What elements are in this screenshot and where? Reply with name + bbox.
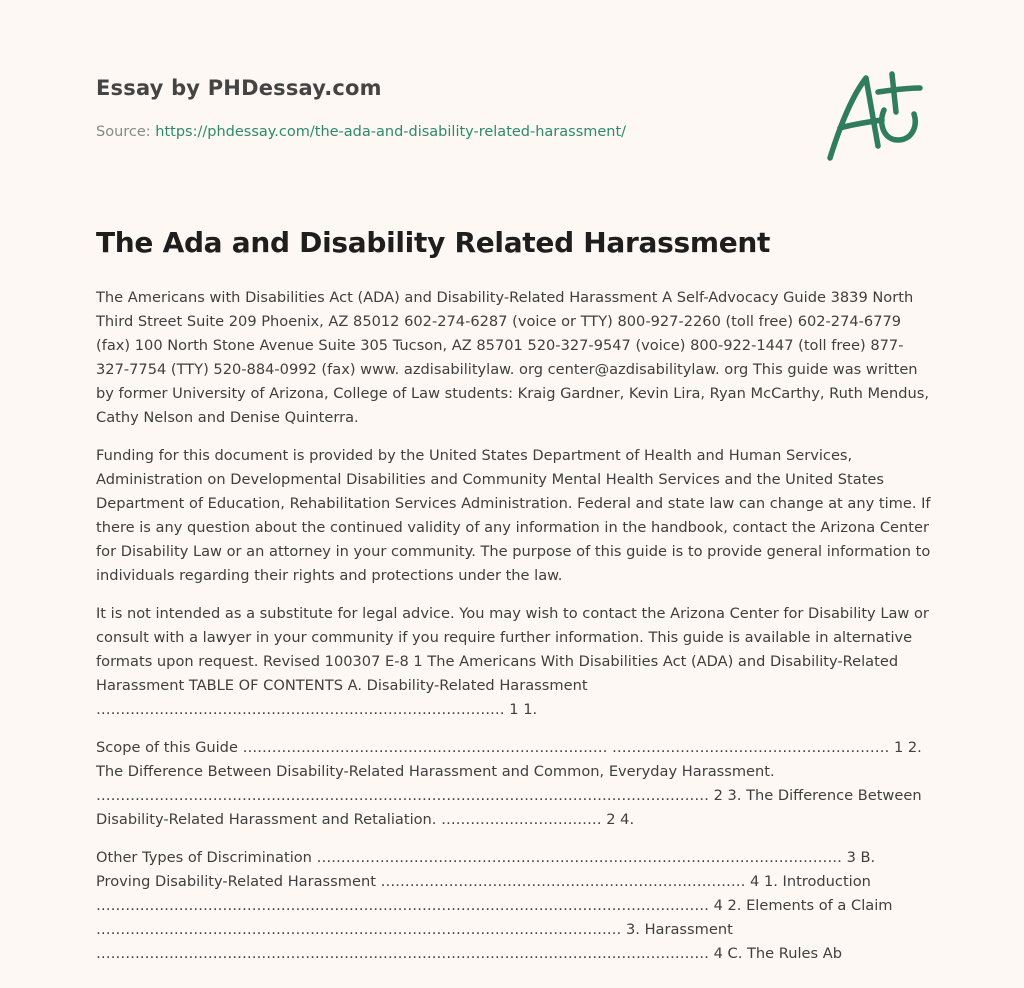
article-body [96, 286, 932, 980]
source-label: Source: [96, 124, 156, 140]
source-line [96, 124, 626, 140]
page-title: The Ada and Disability Related Harassment [96, 226, 771, 259]
paragraph: Funding for this document is provided by the United States Department of Health and Human Services, Administration on Developmental Disabilities and Community Mental Health Services and the United States Department of Education, Rehabilitation Services Administration. Federal and state law can change at any time. If there is any question about the continued validity of any information in the handbook, contact the Arizona Center for Disability Law or an attorney in your community. The purpose of this guide is to provide general information to individuals regarding their rights and protections under the law. [96, 447, 931, 584]
source-link[interactable]: https://phdessay.com/the-ada-and-disability-related-harassment/ [155, 124, 627, 140]
site-brand: Essay by PHDessay.com [96, 76, 382, 100]
paragraph: It is not intended as a substitute for legal advice. You may wish to contact the Arizona Center for Disability Law or consult with a lawyer in your community if you require further information. This guide is available in alternative formats upon request. Revised 100307 E-8 1 The Americans With Disabilities Act (ADA) and Disability-Related Harassment TABLE OF CONTENTS A. Disability-Related Harassment ………………………………………………………………………… 1 1. [96, 605, 929, 718]
paragraph: Scope of this Guide ………………………………………………………………… ………………………………………………… 1 2. The Difference Between Disability-Related Harassment and Common, Everyday Harassment. ……………………………………………………………………………………………………………… 2 3. The Difference Between Disability-Related Harassment and Retaliation. …………………………… 2 4. [96, 739, 922, 828]
paragraph: Other Types of Discrimination ……………………………………………………………………………………………… 3 B. Proving Disability-Related Harassment ………………………………………………………………… 4 1. Introduction ……………………………………………………………………………………………………………… 4 2. Elements of a Claim ……………………………………………………………………………………………… 3. Harassment ……………………………………………………………………………………………………………… 4 C. The Rules Ab [96, 849, 893, 962]
a-plus-grade-icon [818, 66, 934, 166]
paragraph: The Americans with Disabilities Act (ADA) and Disability-Related Harassment A Self-Advocacy Guide 3839 North Third Street Suite 209 Phoenix, AZ 85012 602-274-6287 (voice or TTY) 800-927-2260 (toll free) 602-274-6779 (fax) 100 North Stone Avenue Suite 305 Tucson, AZ 85701 520-327-9547 (voice) 800-922-1447 (toll free) 877-327-7754 (TTY) 520-884-0992 (fax) www. azdisabilitylaw. org center@azdisabilitylaw. org This guide was written by former University of Arizona, College of Law students: Kraig Gardner, Kevin Lira, Ryan McCarthy, Ruth Mendus, Cathy Nelson and Denise Quinterra. [96, 289, 930, 426]
